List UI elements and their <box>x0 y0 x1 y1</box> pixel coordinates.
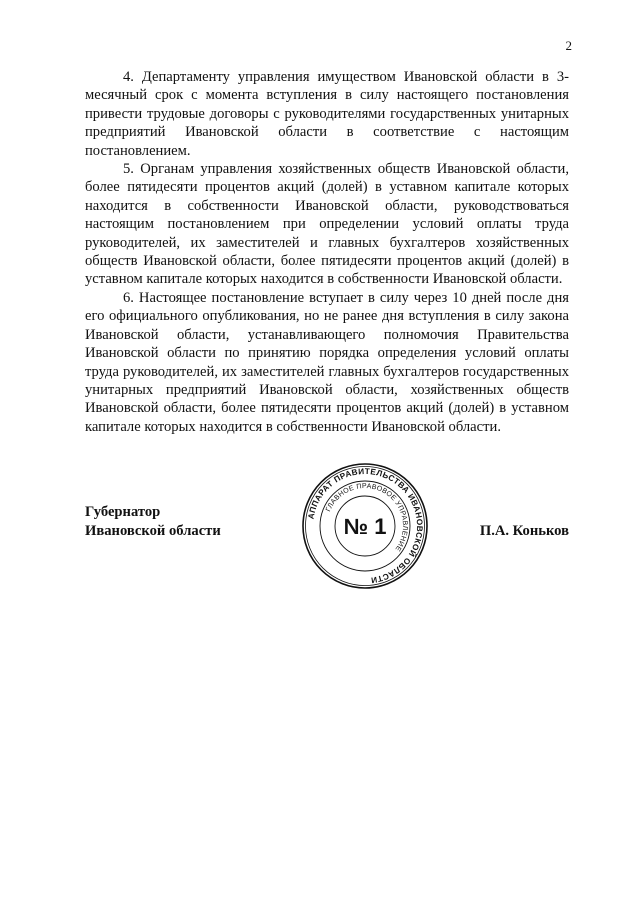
signatory-position <box>85 503 221 541</box>
official-stamp <box>301 462 429 590</box>
document-body <box>85 68 569 436</box>
stamp-number: № 1 <box>343 514 387 539</box>
stamp-inner-textpath: ГЛАВНОЕ ПРАВОВОЕ УПРАВЛЕНИЕ <box>325 482 409 553</box>
paragraph-4: 4. Департаменту управления имуществом Ивановской области в 3-месячный срок с момента вступления в силу настоящего постановления привести трудовые договоры с руководителями государственных унитарных предприятий Ивановской области в соответствие с настоящим постановлением. <box>85 69 569 159</box>
paragraph-5: 5. Органам управления хозяйственных обществ Ивановской области, более пятидесяти процентов акций (долей) в уставном капитале которых находится в собственности Ивановской области, руководствоваться настоящим постановлением при определении условий оплаты труда руководителей, их заместителей и главных бухгалтеров хозяйственных обществ Ивановской области, более пятидесяти процентов акций (долей) в уставном капитале которых находится в собственности Ивановской области. <box>85 161 569 288</box>
page-number: 2 <box>565 38 572 53</box>
stamp-outer-textpath: АППАРАТ ПРАВИТЕЛЬСТВА ИВАНОВСКОЙ ОБЛАСТИ <box>306 466 425 585</box>
paragraph-6: 6. Настоящее постановление вступает в силу через 10 дней после дня его официального опубликования, но не ранее дня вступления в силу закона Ивановской области, устанавливающего полномочия Правительства Ивановской области по принятию порядка определения условий оплаты труда руководителей, их заместителей главных бухгалтеров государственных унитарных предприятий Ивановской области, хозяйственных обществ Ивановской области, более пятидесяти процентов акций (долей) в уставном капитале которых находится в собственности Ивановской области. <box>85 289 569 435</box>
position-line-2: Ивановской области <box>85 523 221 539</box>
signatory-name: П.А. Коньков <box>479 523 569 539</box>
position-line-1: Губернатор <box>85 504 161 520</box>
